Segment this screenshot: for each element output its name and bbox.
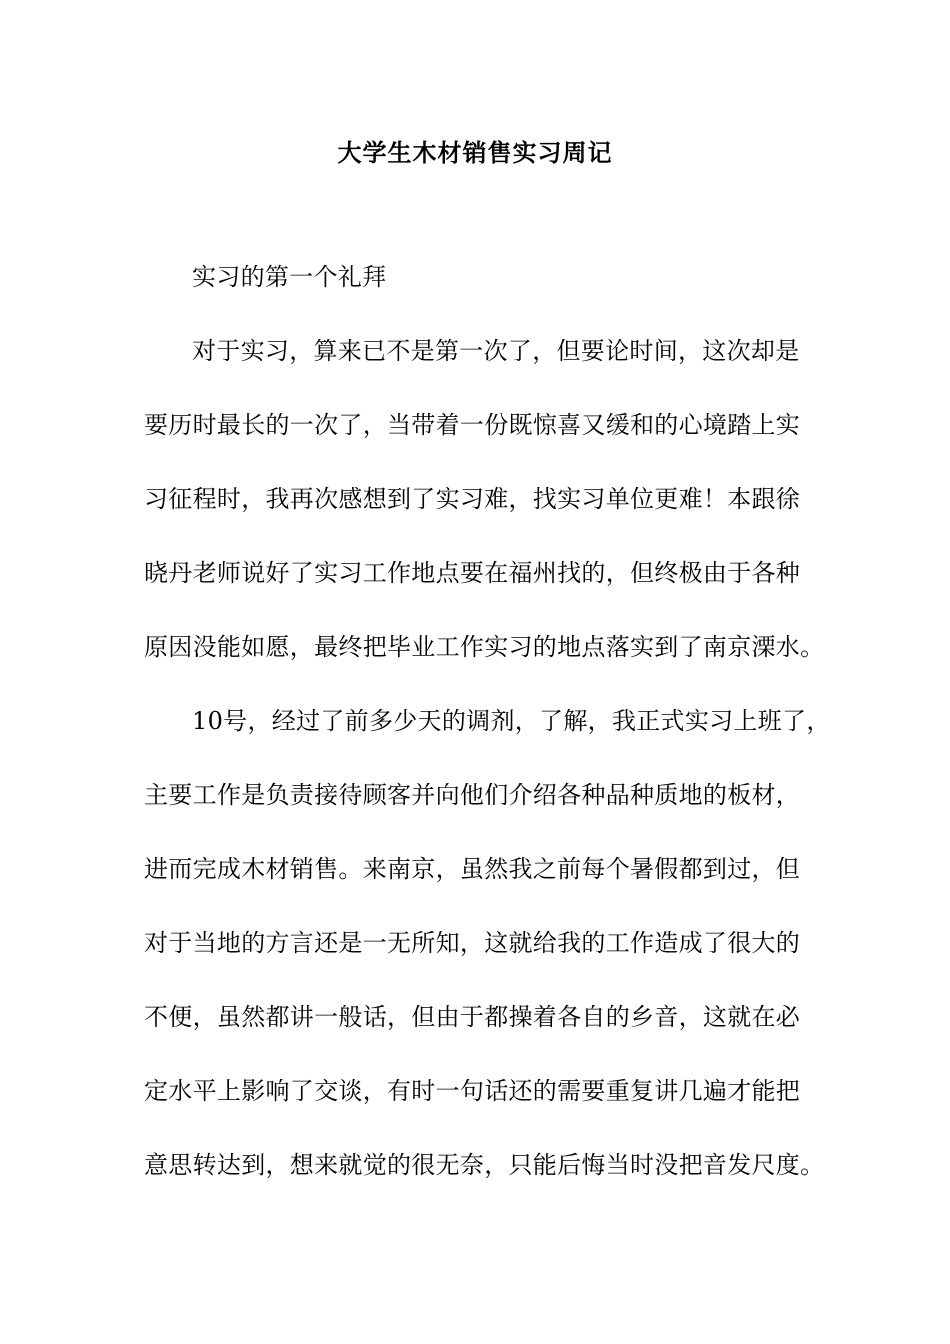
paragraph-line: 定水平上影响了交谈，有时一句话还的需要重复讲几遍才能把 [144,1077,801,1105]
paragraph-line: 不便，虽然都讲一般话，但由于都操着各自的乡音，这就在必 [144,1003,801,1031]
paragraph-line: 晓丹老师说好了实习工作地点要在福州找的，但终极由于各种 [144,559,801,587]
paragraph-line: 主要工作是负责接待顾客并向他们介绍各种品种质地的板材， [144,781,801,809]
paragraph-line: 对于当地的方言还是一无所知，这就给我的工作造成了很大的 [144,929,801,957]
paragraph-line: 要历时最长的一次了，当带着一份既惊喜又缓和的心境踏上实 [144,411,801,439]
paragraph-line: 10号，经过了前多少天的调剂，了解，我正式实习上班了， [192,707,831,735]
paragraph-line: 意思转达到，想来就觉的很无奈，只能后悔当时没把音发尺度。 [144,1151,825,1179]
paragraph-line: 习征程时，我再次感想到了实习难，找实习单位更难！本跟徐 [144,485,801,513]
paragraph-line: 进而完成木材销售。来南京，虽然我之前每个暑假都到过，但 [144,855,801,883]
paragraph-line: 原因没能如愿，最终把毕业工作实习的地点落实到了南京溧水。 [144,633,825,661]
document-title: 大学生木材销售实习周记 [337,138,613,167]
paragraph-line: 对于实习，算来已不是第一次了，但要论时间，这次却是 [192,337,800,365]
section-heading: 实习的第一个礼拜 [192,263,387,291]
